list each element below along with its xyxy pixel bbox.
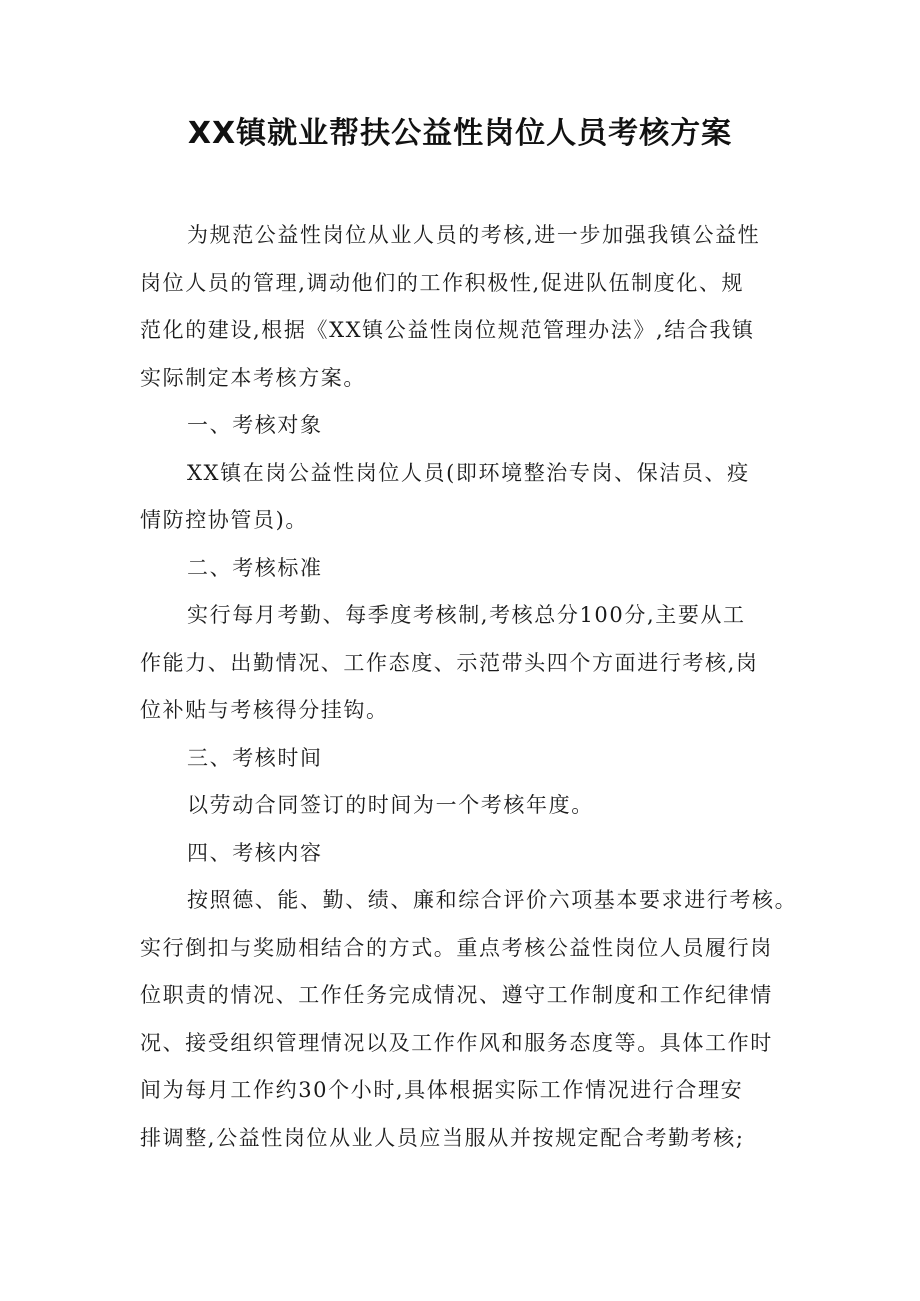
paragraph-line: 排调整,公益性岗位从业人员应当服从并按规定配合考勤考核;	[140, 1125, 745, 1150]
paragraph-line: 间为每月工作约30个小时,具体根据实际工作情况进行合理安	[140, 1078, 744, 1102]
section-heading: 一、考核对象	[187, 413, 323, 437]
document-title: XX镇就业帮扶公益性岗位人员考核方案	[187, 116, 733, 151]
paragraph-line: 实行倒扣与奖励相结合的方式。重点考核公益性岗位人员履行岗	[140, 935, 773, 960]
paragraph-line: 作能力、出勤情况、工作态度、示范带头四个方面进行考核,岗	[140, 650, 759, 675]
paragraph-line: 情防控协管员)。	[140, 508, 308, 532]
paragraph-line: 为规范公益性岗位从业人员的考核,进一步加强我镇公益性	[187, 223, 761, 247]
paragraph-line: 况、接受组织管理情况以及工作作风和服务态度等。具体工作时	[140, 1030, 773, 1055]
paragraph-line: 实际制定本考核方案。	[140, 365, 366, 390]
paragraph-line: 岗位人员的管理,调动他们的工作积极性,促进队伍制度化、规	[140, 270, 745, 295]
paragraph-line: 位补贴与考核得分挂钩。	[140, 698, 389, 722]
paragraph-line: 范化的建设,根据《XX镇公益性岗位规范管理办法》,结合我镇	[140, 318, 755, 342]
paragraph-line: 实行每月考勤、每季度考核制,考核总分100分,主要从工	[187, 603, 746, 627]
paragraph-line: XX镇在岗公益性岗位人员(即环境整治专岗、保洁员、疫	[187, 460, 750, 485]
paragraph-line: 位职责的情况、工作任务完成情况、遵守工作制度和工作纪律情	[140, 983, 773, 1007]
paragraph-line: 按照德、能、勤、绩、廉和综合评价六项基本要求进行考核。	[187, 888, 798, 912]
document-body	[140, 212, 798, 1162]
section-heading: 三、考核时间	[187, 745, 323, 770]
section-heading: 二、考核标准	[187, 555, 323, 580]
section-heading: 四、考核内容	[187, 840, 323, 865]
paragraph-line: 以劳动合同签订的时间为一个考核年度。	[187, 793, 594, 817]
